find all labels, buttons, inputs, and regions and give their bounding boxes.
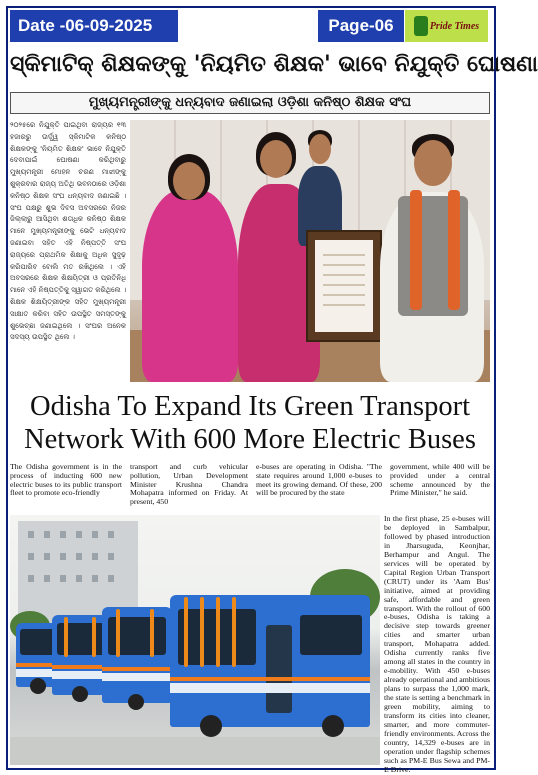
person-left [142,190,238,382]
newspaper-logo [405,10,488,42]
lead-column-4: government, while 400 will be provided under a central scheme announced by the Prime Minister," he said. [390,462,490,498]
lead-column-1: The Odisha government is in the process of inducting 600 new electric buses to its public transport fleet to promote eco-friendly [10,462,122,498]
photo-road [10,737,380,765]
lead-column-2: transport and curb vehicular pollution, Urban Development Minister Krushna Chandra Mohapatra informed on Friday. At present, 450 [130,462,248,507]
logo-icon [414,16,428,36]
logo-text: Pride Times [429,20,480,32]
english-headline: Odisha To Expand Its Green Transport Network With 600 More Electric Buses [24,391,476,455]
felicitation-photo [130,120,490,382]
lead-column-3: e-buses are operating in Odisha. "The state requires around 1,000 e-buses to meet its growing demand. Of these, 200 will be procured by the state [256,462,382,498]
odia-article-body: ୨୦୨୫ରେ ନିଯୁକ୍ତି ପାଇଥିବା ରାଜ୍ୟର ୧୩ ହଜାରରୁ ଊର୍ଦ୍ଧ୍ୱ ସ୍କିମାଟିକ କନିଷ୍ଠ ଶିକ୍ଷକଙ୍କୁ 'ନିୟମିତ ଶିକ୍ଷକ' ଭାବେ ନିଯୁକ୍ତି ଦେବାପାଇଁ ଘୋଷଣା କରିଥିବାରୁ ମୁଖ୍ୟମନ୍ତ୍ରୀ ମୋହନ ଚରଣ ମାଝୀଙ୍କୁ ଶୁକ୍ରବାର ରାଜ୍ୟ ଅତିଥି ଭବନଠାରେ ଓଡ଼ିଶା କନିଷ୍ଠ ଶିକ୍ଷକ ସଂଘ ଧନ୍ୟବାଦ ଜଣାଇଛି । ସଂଘ ପକ୍ଷରୁ ଶୁଭ ଦିବସ ଅବସରରେ ନିଜର ଜିଲ୍ଲାରୁ ଆସିଥିବା ଶତାଧିକ କନିଷ୍ଠ ଶିକ୍ଷକ ମାନେ ମୁଖ୍ୟମନ୍ତ୍ରୀଙ୍କୁ ଭେଟି ଧନ୍ୟବାଦ ଜଣାଇବା ସହିତ ଏହି ନିଷ୍ପତ୍ତି ସଂଘ ରାଜ୍ୟରେ ପ୍ରାଥମିକ ଶିକ୍ଷାକୁ ଅଧିକ ସୁଦୃଢ଼ କରିପାରିବ ବୋଲି ମତ ରଖିଥିଲେ । ଏହି ଅବସରରେ ଶିକ୍ଷକ ଶିକ୍ଷୟିତ୍ରୀ ଓ ପ୍ରତିନିଧି ମାନେ ଏହି ନିଷ୍ପତ୍ତିକୁ ସ୍ୱାଗତ କରିଥିଲେ । ଶିକ୍ଷକ ଶିକ୍ଷୟିତ୍ରୀଙ୍କ ସହିତ ମୁଖ୍ୟମନ୍ତ୍ରୀ ସାକ୍ଷାତ କରିବା ସହିତ ଉପସ୍ଥିତ ସମସ୍ତଙ୍କୁ ଶୁଭେଚ୍ଛା ଜଣାଇଥିଲେ । ସଂଘର ଅନେକ ସଦସ୍ୟ ଉପସ୍ଥିତ ଥିଲେ । [10,121,126,342]
bus-4 [170,595,370,727]
date-badge: Date -06-09-2025 [10,10,178,42]
english-right-column: In the first phase, 25 e-buses will be deployed in Sambalpur, followed by phased introduction in Jharsuguda, Keonjhar, Berhampur and Angul. The services will be operated by Capital Region Urban Transport (CRUT) under its 'Aam Bus' initiative, aimed at providing safe, affordable and green transport. With the rollout of 600 e-buses, Odisha is taking a decisive step towards greener cities and smarter urban transport, Mohapatra added. Odisha currently ranks five among all states in the country in e-mobility. With 450 e-buses already operational and ambitious plans to surpass the 1,000 mark, the state is setting a benchmark in green mobility, aiming to transform its cities into cleaner, smarter, and more commuter-friendly environments. Across the country, 14,329 e-buses are in operation under flagship schemes such as PM-E Bus Sewa and PM-E Drive. [384,514,490,774]
electric-buses-photo [10,515,380,765]
odia-subheadline: ମୁଖ୍ୟମନ୍ତ୍ରୀଙ୍କୁ ଧନ୍ୟବାଦ ଜଣାଇଲା ଓଡ଼ିଶା କନିଷ୍ଠ ଶିକ୍ଷକ ସଂଘ [10,92,490,114]
certificate-frame [308,232,380,340]
english-lead-columns [10,463,490,515]
page-number-badge: Page-06 [318,10,404,42]
bus-3 [102,607,172,703]
odia-headline: ସ୍କିମାଟିକ୍ ଶିକ୍ଷକଙ୍କୁ 'ନିୟମିତ ଶିକ୍ଷକ' ଭାବେ ନିଯୁକ୍ତି ଘୋଷଣା [10,52,538,77]
